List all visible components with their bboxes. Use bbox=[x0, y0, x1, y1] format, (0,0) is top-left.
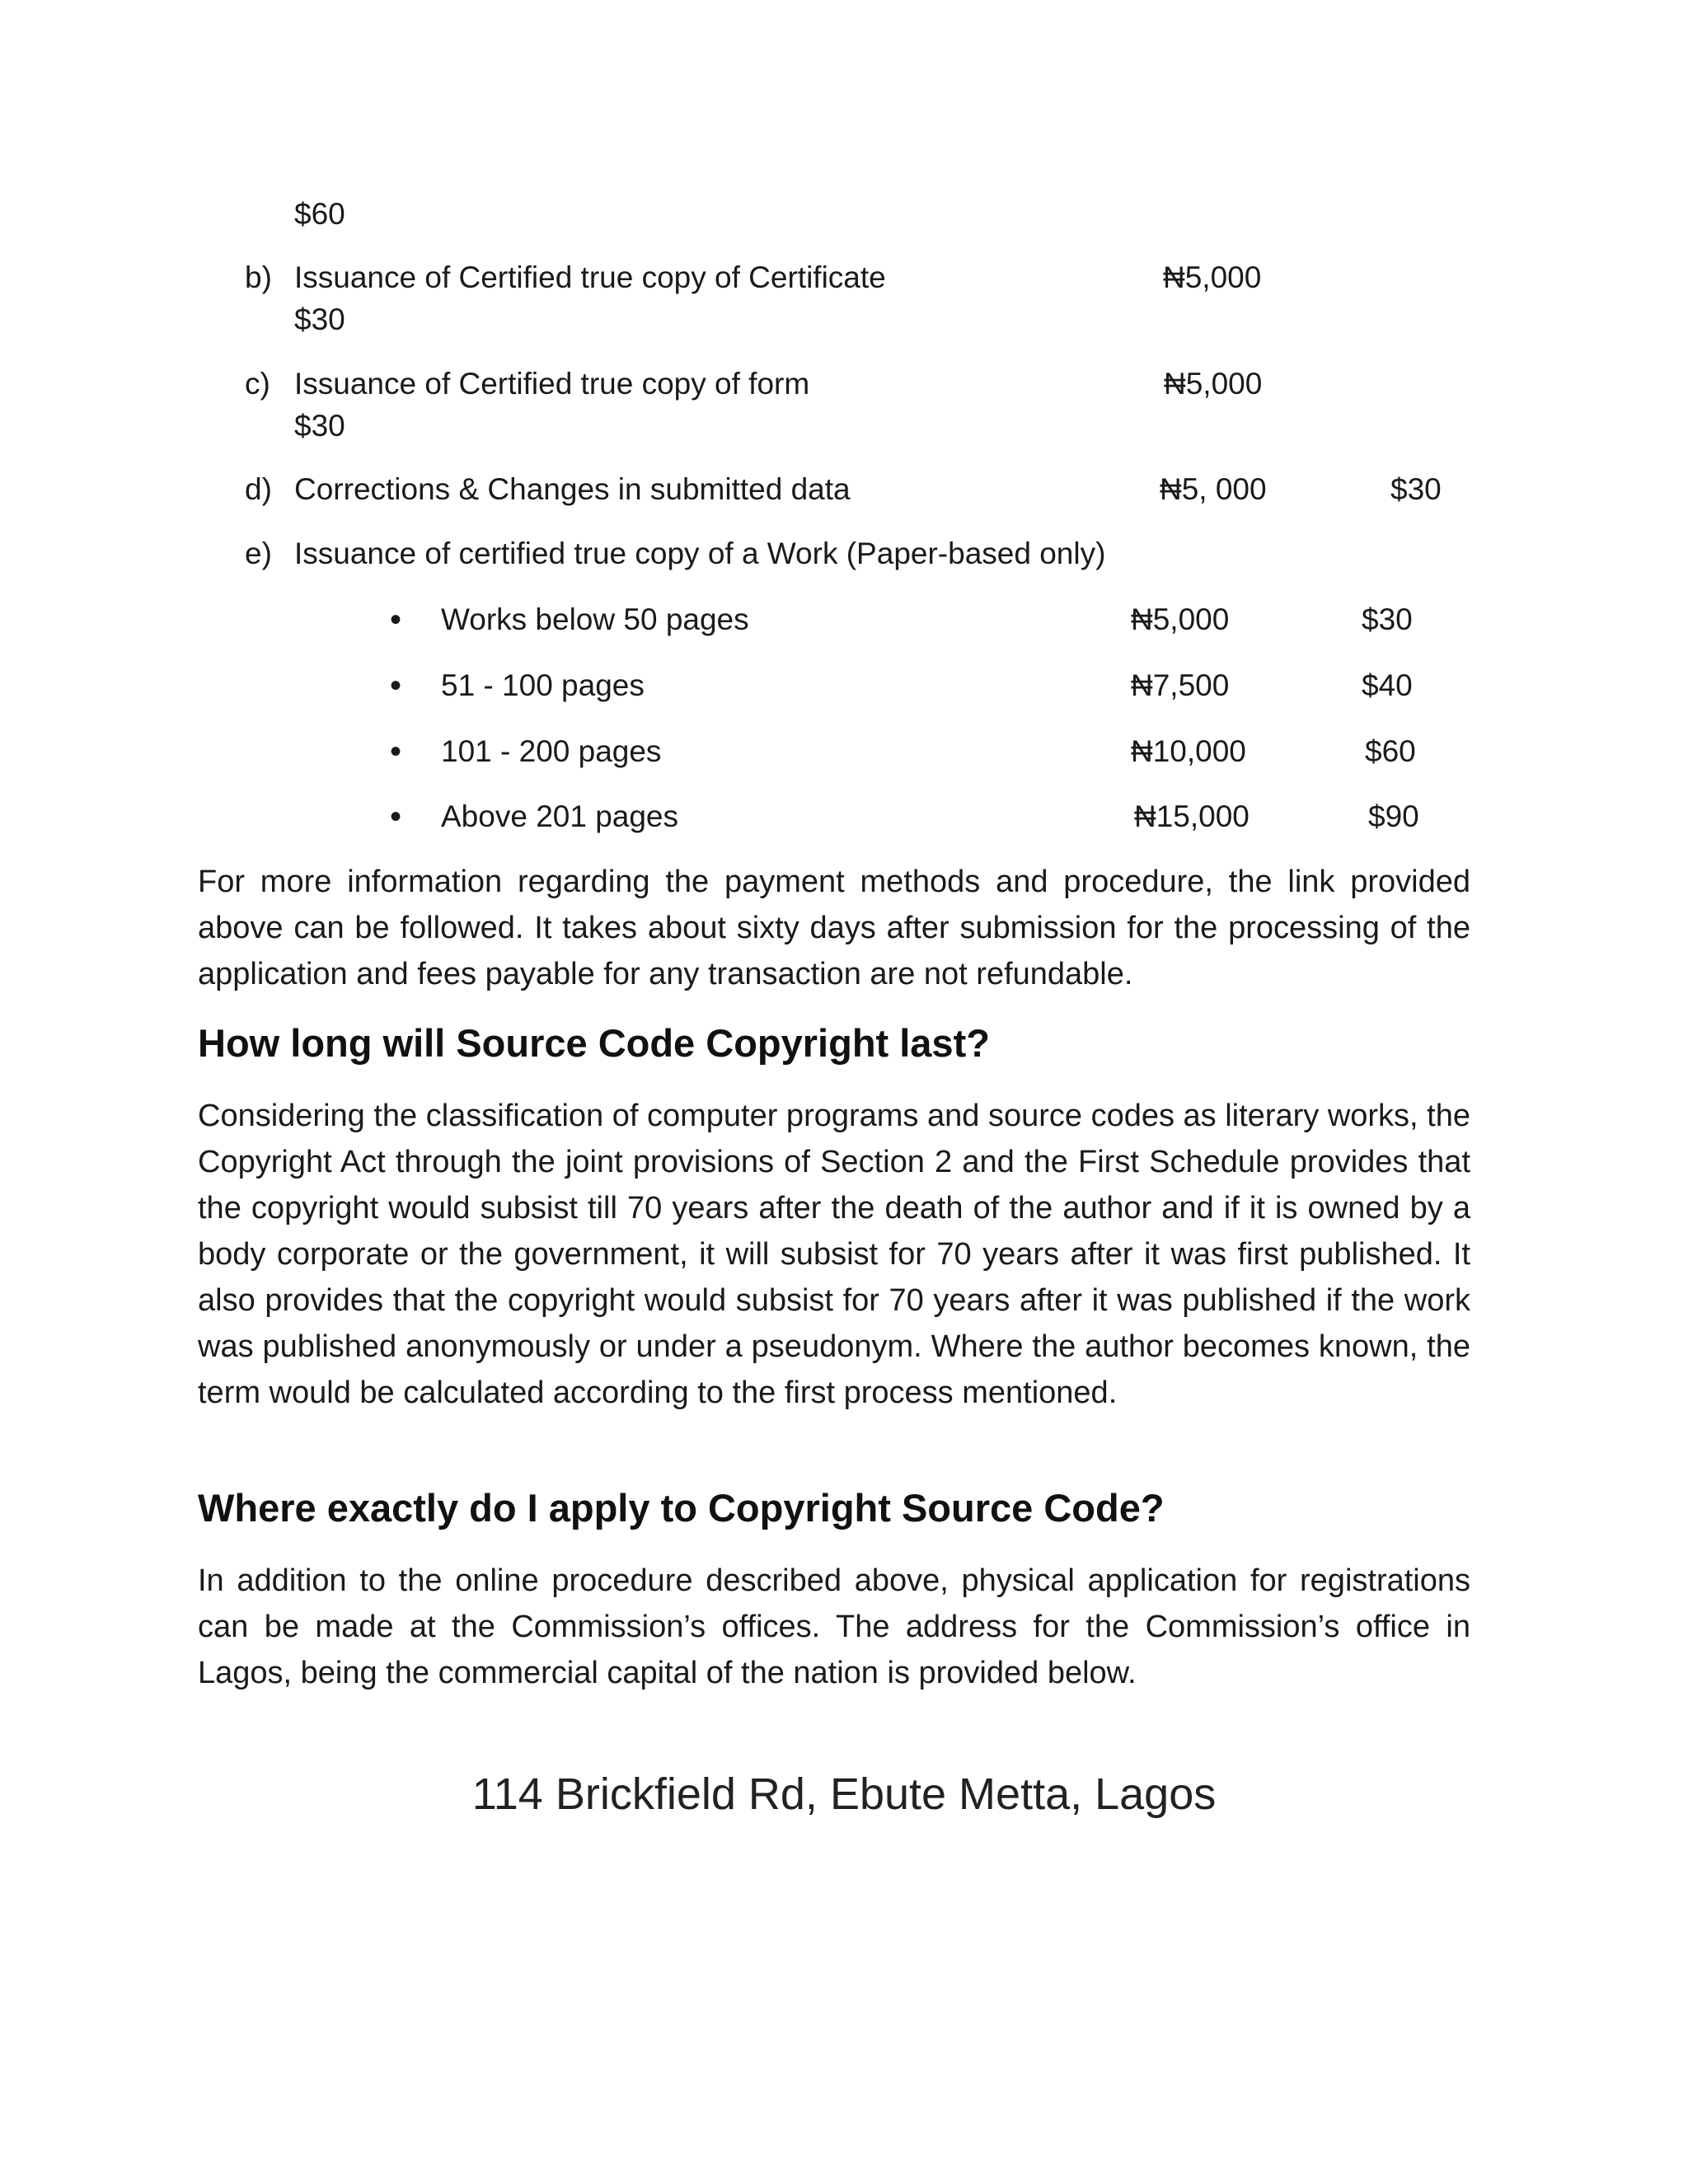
sub-item-usd: $30 bbox=[1362, 602, 1413, 636]
item-naira: ₦5,000 bbox=[1163, 260, 1262, 294]
bullet-icon: • bbox=[390, 733, 402, 770]
sub-item-naira: ₦5,000 bbox=[1131, 602, 1230, 636]
sub-item-text: Above 201 pages bbox=[441, 799, 679, 833]
paragraph-where: In addition to the online procedure described above, physical application for registrations can be made at the Commission’s offices. The address for the Commission’s office in Lagos, being the commercial capital of the nation is provided below. bbox=[198, 1563, 1470, 1690]
sub-item-naira: ₦7,500 bbox=[1131, 668, 1230, 702]
item-letter: c) bbox=[245, 367, 270, 401]
item-text: Issuance of Certified true copy of Certificate bbox=[294, 260, 886, 294]
item-letter: d) bbox=[245, 472, 272, 506]
sub-item-naira: ₦10,000 bbox=[1131, 734, 1246, 768]
item-letter: b) bbox=[245, 260, 272, 294]
paragraph-duration: Considering the classification of computer programs and source codes as literary works, the Copyright Act through the joint provisions of Section 2 and the First Schedule provides that the copyright would subsist till 70 years after the death of the author and if it is owned by a body corporate or the government, it will subsist for 70 years after it was first published. It also provides that the copyright would subsist for 70 years after it was published if the work was published anonymously or under a pseudonym. Where the author becomes known, the term would be calculated according to the first process mentioned. bbox=[198, 1099, 1470, 1410]
sub-item-usd: $40 bbox=[1362, 668, 1413, 702]
item-text: Corrections & Changes in submitted data bbox=[294, 472, 851, 506]
bullet-icon: • bbox=[390, 602, 402, 638]
item-text: Issuance of Certified true copy of form bbox=[294, 367, 810, 401]
item-naira: ₦5, 000 bbox=[1160, 472, 1267, 506]
item-naira: ₦5,000 bbox=[1164, 367, 1263, 401]
sub-item-text: Works below 50 pages bbox=[441, 602, 749, 636]
heading-duration: How long will Source Code Copyright last? bbox=[198, 1021, 990, 1065]
sub-item-text: 101 - 200 pages bbox=[441, 734, 662, 768]
bullet-icon: • bbox=[390, 799, 402, 835]
item-letter: e) bbox=[245, 537, 272, 570]
sub-item-usd: $60 bbox=[1365, 734, 1416, 768]
bullet-icon: • bbox=[390, 668, 402, 704]
item-usd: $30 bbox=[294, 409, 345, 443]
sub-item-usd: $90 bbox=[1368, 799, 1419, 833]
sub-item-naira: ₦15,000 bbox=[1134, 799, 1250, 833]
item-text: Issuance of certified true copy of a Work (Paper-based only) bbox=[294, 537, 1106, 570]
office-address: 114 Brickfield Rd, Ebute Metta, Lagos bbox=[471, 1769, 1217, 1819]
item-usd: $30 bbox=[1390, 472, 1442, 506]
item-usd: $30 bbox=[294, 302, 345, 336]
heading-where: Where exactly do I apply to Copyright Source Code? bbox=[198, 1486, 1165, 1530]
paragraph-payment: For more information regarding the payment methods and procedure, the link provided above can be followed. It takes about sixty days after submission for the processing of the application and fees payable for any transaction are not refundable. bbox=[198, 865, 1470, 991]
carry-over-usd: $60 bbox=[294, 197, 345, 231]
sub-item-text: 51 - 100 pages bbox=[441, 668, 645, 702]
